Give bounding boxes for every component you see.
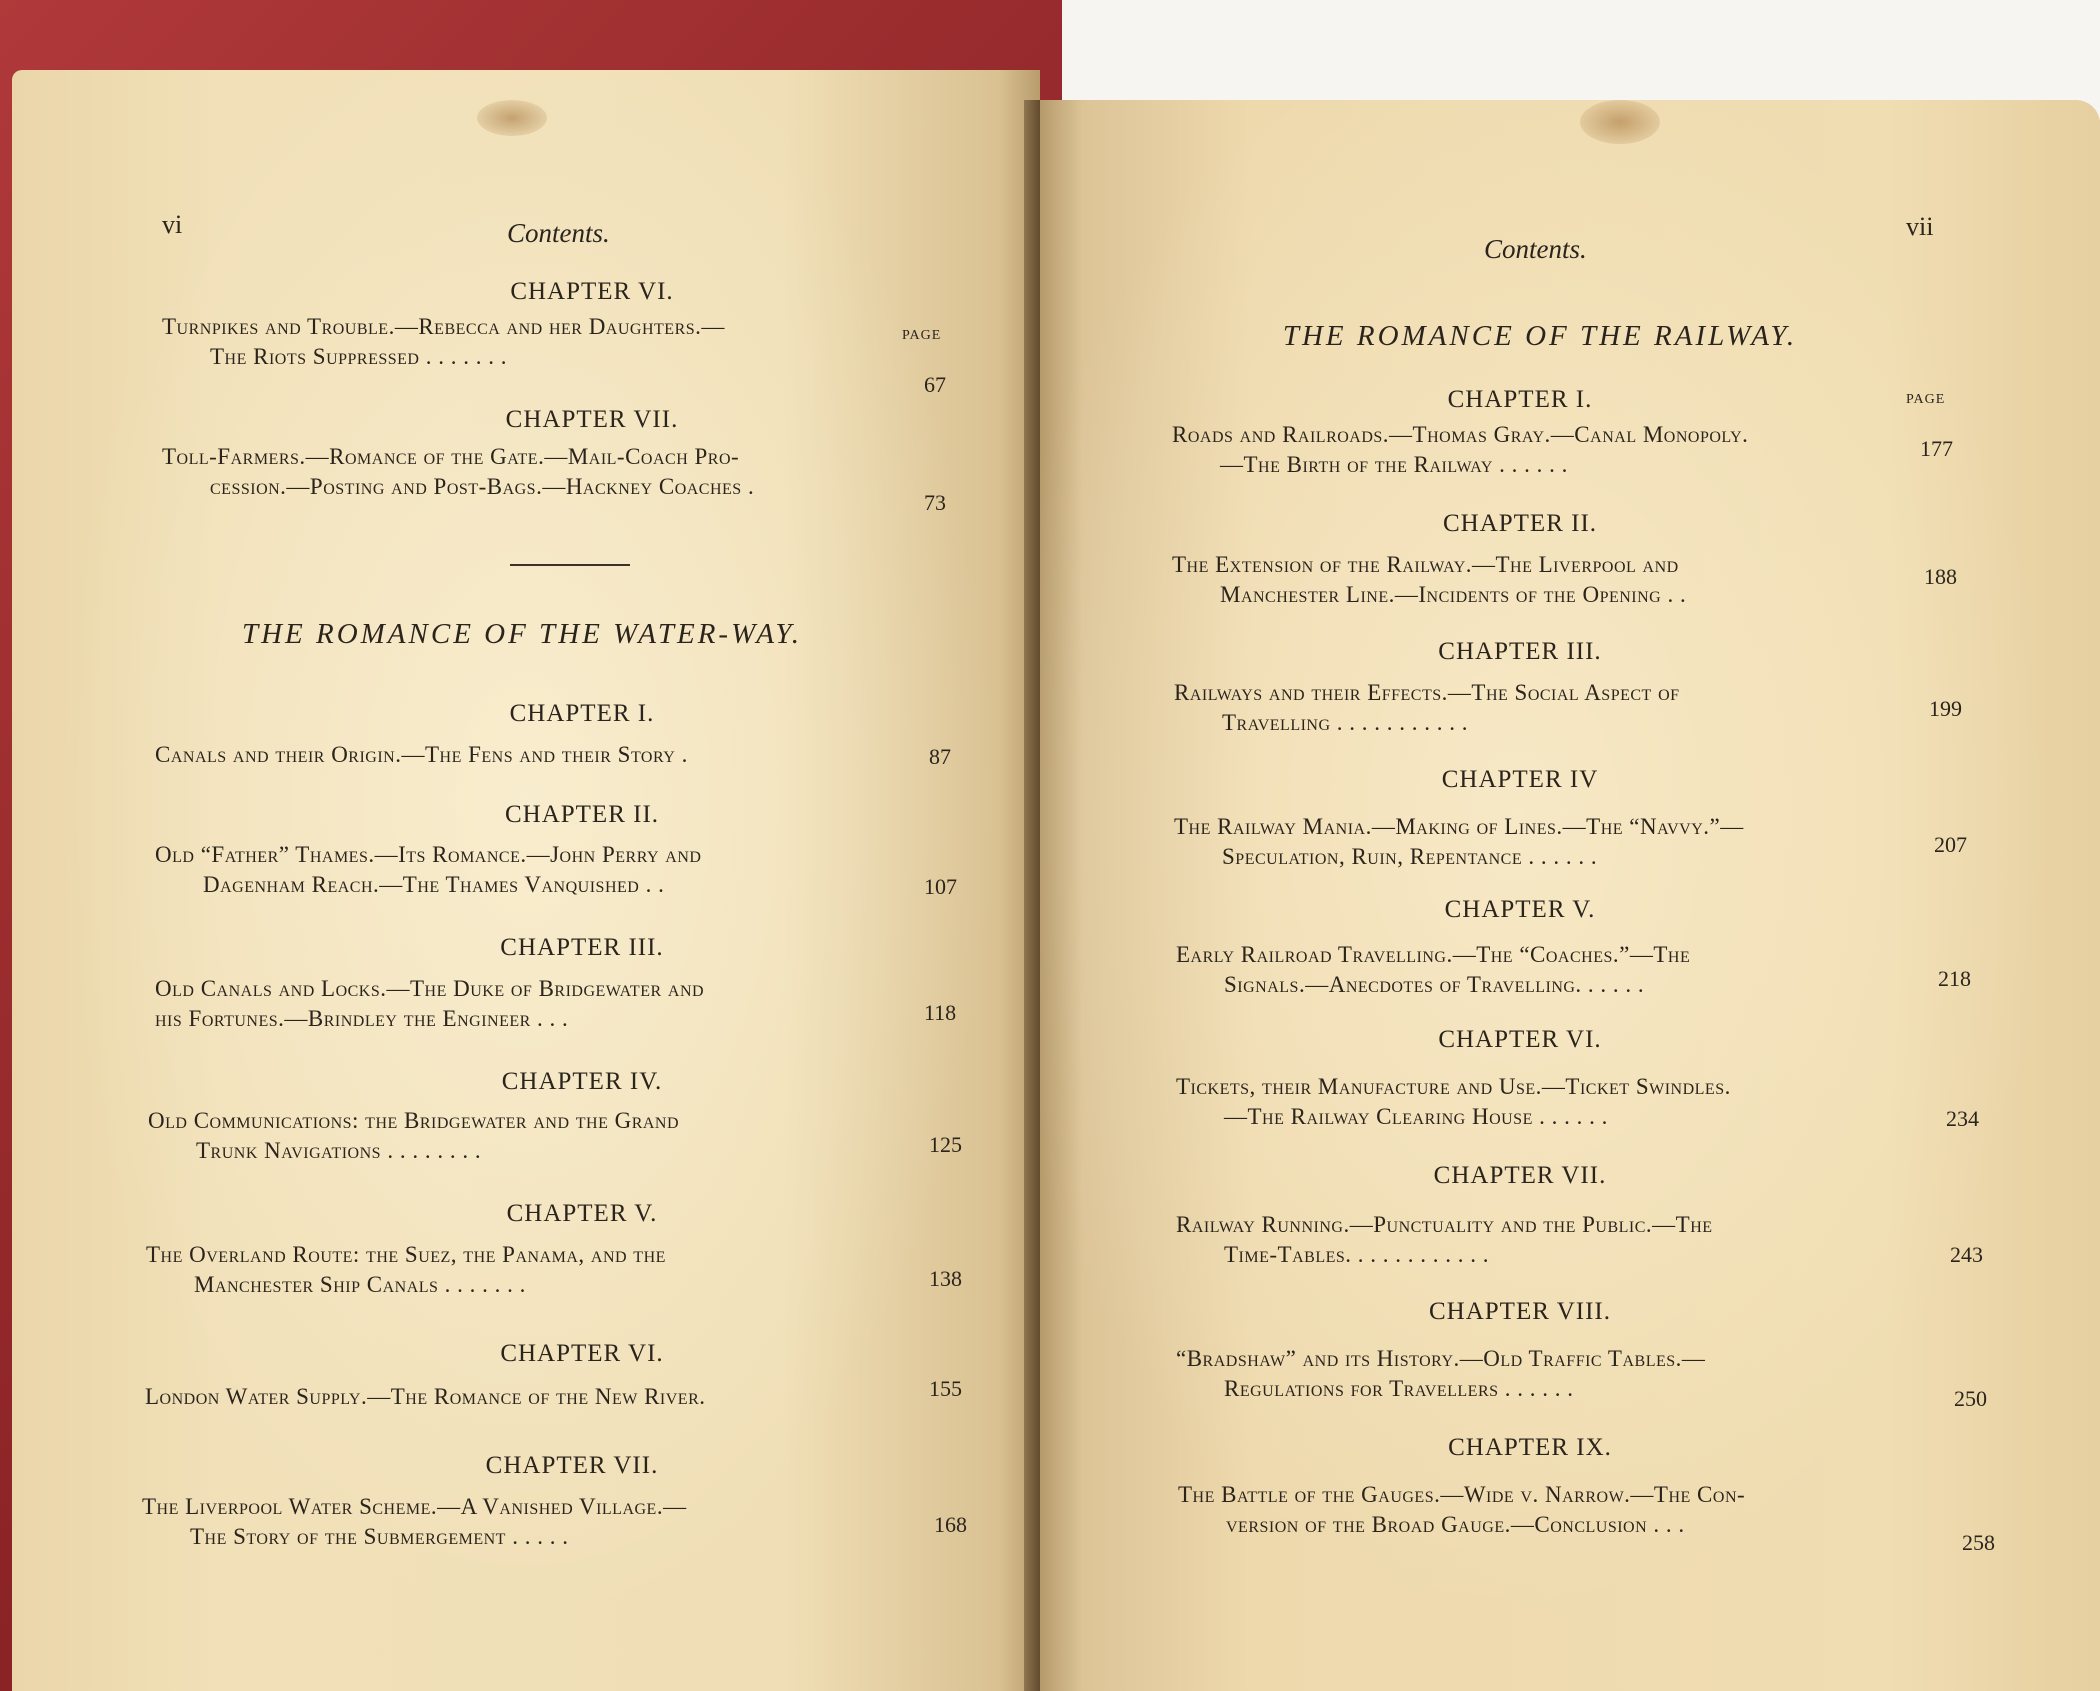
entry-line-1: Old Communications: the Bridgewater and the Grand [148, 1108, 680, 1133]
entry-line-1: Early Railroad Travelling.—The “Coaches.”—The [1176, 942, 1691, 967]
entry-line-1: London Water Supply.—The Romance of the New River. [145, 1384, 706, 1409]
entry-line-2: Trunk Navigations . . . . . . . . [196, 1138, 482, 1163]
entry-line-1: The Liverpool Water Scheme.—A Vanished Village.— [142, 1494, 687, 1519]
entry-page-number: 118 [924, 1000, 957, 1025]
entry-line-1: Old Canals and Locks.—The Duke of Bridgewater and [155, 976, 705, 1001]
toc-entry [1174, 678, 1944, 738]
chapter-heading: CHAPTER VI. [500, 1340, 664, 1367]
entry-line-2: —The Birth of the Railway . . . . . . [1220, 452, 1568, 477]
chapter-heading: CHAPTER VI. [510, 278, 674, 305]
entry-line-1: The Railway Mania.—Making of Lines.—The “Navvy.”— [1174, 814, 1744, 839]
chapter-heading: CHAPTER VII. [1433, 1162, 1607, 1189]
part-title-railway: THE ROMANCE OF THE RAILWAY. [1282, 320, 1798, 352]
chapter-heading: CHAPTER IX. [1448, 1434, 1612, 1461]
chapter-heading: CHAPTER VII. [485, 1452, 659, 1479]
entry-line-2: cession.—Posting and Post-Bags.—Hackney Coaches . [210, 474, 755, 499]
running-title-left: Contents. [507, 218, 610, 248]
page-column-label: PAGE [902, 328, 942, 343]
toc-entry [162, 442, 897, 502]
toc-entry [1176, 1210, 1966, 1270]
toc-entry [162, 312, 897, 372]
toc-entry [1176, 1072, 1966, 1132]
toc-entry [155, 840, 905, 900]
entry-line-1: Turnpikes and Trouble.—Rebecca and her Daughters.— [162, 314, 725, 339]
entry-page-number: 258 [1962, 1530, 1995, 1555]
toc-entry [1176, 1344, 1966, 1404]
foxing-stain [1580, 100, 1660, 144]
entry-line-2: Regulations for Travellers . . . . . . [1224, 1376, 1574, 1401]
entry-page-number: 243 [1950, 1242, 1983, 1267]
toc-entry [146, 1240, 908, 1300]
entry-page-number: 207 [1934, 832, 1967, 857]
entry-line-2: Signals.—Anecdotes of Travelling. . . . . . [1224, 972, 1645, 997]
entry-line-1: “Bradshaw” and its History.—Old Traffic Tables.— [1176, 1346, 1706, 1371]
chapter-heading: CHAPTER IV. [501, 1068, 663, 1095]
entry-line-2: Speculation, Ruin, Repentance . . . . . . [1222, 844, 1598, 869]
entry-line-2: Manchester Ship Canals . . . . . . . [194, 1272, 526, 1297]
entry-line-2: Time-Tables. . . . . . . . . . . . [1224, 1242, 1490, 1267]
chapter-heading: CHAPTER I. [1447, 386, 1593, 413]
entry-page-number: 177 [1920, 436, 1953, 461]
entry-line-1: Railways and their Effects.—The Social Aspect of [1174, 680, 1680, 705]
entry-line-2: Manchester Line.—Incidents of the Opening . . [1220, 582, 1687, 607]
entry-page-number: 168 [934, 1512, 967, 1537]
chapter-heading: CHAPTER I. [509, 700, 655, 727]
toc-entry [1172, 420, 1942, 480]
chapter-heading: CHAPTER III. [500, 934, 664, 961]
chapter-heading: CHAPTER VI. [1438, 1026, 1602, 1053]
chapter-heading: CHAPTER III. [1438, 638, 1602, 665]
toc-entry [145, 1382, 915, 1412]
folio-right: vii [1906, 212, 1934, 241]
entry-page-number: 73 [924, 490, 946, 515]
toc-entry [142, 1492, 912, 1552]
chapter-heading: CHAPTER II. [504, 801, 660, 828]
entry-page-number: 218 [1938, 966, 1971, 991]
entry-page-number: 107 [924, 874, 957, 899]
chapter-heading: CHAPTER VII. [505, 406, 679, 433]
entry-line-1: Canals and their Origin.—The Fens and their Story . [155, 742, 688, 767]
chapter-heading: CHAPTER IV [1441, 766, 1599, 793]
entry-line-1: The Overland Route: the Suez, the Panama, and the [146, 1242, 666, 1267]
entry-page-number: 250 [1954, 1386, 1987, 1411]
toc-entry [148, 1106, 908, 1166]
chapter-heading: CHAPTER II. [1442, 510, 1598, 537]
entry-page-number: 67 [924, 372, 946, 397]
toc-entry [1176, 940, 1956, 1000]
folio-left: vi [162, 210, 183, 239]
part-title-water-way: THE ROMANCE OF THE WATER-WAY. [241, 618, 803, 650]
entry-line-1: Tickets, their Manufacture and Use.—Ticket Swindles. [1176, 1074, 1731, 1099]
toc-entry [1178, 1480, 1978, 1540]
entry-page-number: 199 [1929, 696, 1962, 721]
toc-entry [155, 974, 905, 1034]
entry-line-2: Travelling . . . . . . . . . . . [1222, 710, 1469, 735]
entry-line-1: Toll-Farmers.—Romance of the Gate.—Mail-Coach Pro- [162, 444, 740, 469]
entry-line-2: —The Railway Clearing House . . . . . . [1224, 1104, 1608, 1129]
entry-page-number: 188 [1924, 564, 1957, 589]
entry-page-number: 155 [929, 1376, 962, 1401]
chapter-heading: CHAPTER VIII. [1429, 1298, 1611, 1325]
toc-entry [155, 740, 905, 770]
page-column-label: PAGE [1906, 392, 1946, 407]
toc-entry [1174, 812, 1954, 872]
entry-page-number: 87 [929, 744, 951, 769]
entry-line-2: version of the Broad Gauge.—Conclusion . . . [1226, 1512, 1685, 1537]
entry-page-number: 234 [1946, 1106, 1979, 1131]
chapter-heading: CHAPTER V. [1444, 896, 1596, 923]
entry-line-1: The Extension of the Railway.—The Liverpool and [1172, 552, 1679, 577]
entry-line-1: Railway Running.—Punctuality and the Public.—The [1176, 1212, 1713, 1237]
entry-line-1: Old “Father” Thames.—Its Romance.—John Perry and [155, 842, 702, 867]
entry-line-2: The Story of the Submergement . . . . . [190, 1524, 569, 1549]
section-divider-rule [510, 564, 630, 566]
entry-line-1: The Battle of the Gauges.—Wide v. Narrow.—The Con- [1178, 1482, 1746, 1507]
entry-page-number: 125 [929, 1132, 962, 1157]
entry-line-1: Roads and Railroads.—Thomas Gray.—Canal Monopoly. [1172, 422, 1749, 447]
toc-entry [1172, 550, 1942, 610]
left-page [12, 70, 1040, 1691]
foxing-stain [477, 100, 547, 136]
entry-line-2: his Fortunes.—Brindley the Engineer . . . [155, 1006, 569, 1031]
entry-page-number: 138 [929, 1266, 962, 1291]
entry-line-2: Dagenham Reach.—The Thames Vanquished . . [203, 872, 665, 897]
entry-line-2: The Riots Suppressed . . . . . . . [210, 344, 507, 369]
right-page [1040, 100, 2100, 1691]
running-title-right: Contents. [1484, 234, 1587, 264]
chapter-heading: CHAPTER V. [506, 1200, 658, 1227]
